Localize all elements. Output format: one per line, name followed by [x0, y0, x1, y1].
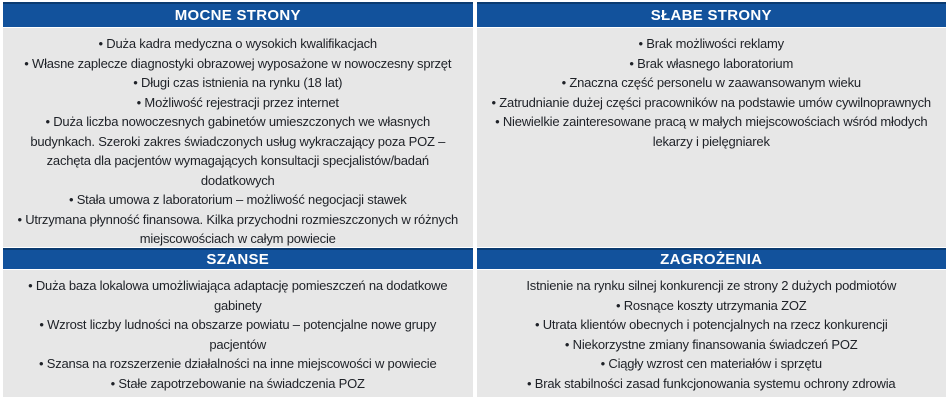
weaknesses-title: SŁABE STRONY: [650, 7, 772, 24]
strengths-item: • Duża liczba nowoczesnych gabinetów umieszczonych we własnych budynkach. Szeroki zakres świadczonych usług wykraczający poza POZ – zachęta dla pacjentów wymagających konsultacji specjalistów/badań dodatkowych: [30, 114, 446, 188]
threats-item: • Rosnące koszty utrzymania ZOZ: [615, 297, 807, 313]
threats-item: Istnienie na rynku silnej konkurencji ze strony 2 dużych podmiotów: [526, 278, 897, 293]
weaknesses-item: • Znaczna część personelu w zaawansowanym wieku: [561, 75, 861, 90]
strengths-item: • Utrzymana płynność finansowa. Kilka przychodni rozmieszczonych w różnych miejscowościach w całym powiecie: [17, 211, 459, 246]
strengths-item: • Stała umowa z laboratorium – możliwość negocjacji stawek: [68, 192, 407, 207]
threats-item: • Ciągły wzrost cen materiałów i sprzętu: [600, 356, 822, 371]
threats-header: [477, 248, 947, 269]
weaknesses-item: • Brak możliwości reklamy: [638, 36, 784, 51]
threats-title: ZAGROŻENIA: [660, 251, 763, 268]
weaknesses-item: • Zatrudnianie dużej części pracowników na podstawie umów cywilnoprawnych: [491, 94, 931, 110]
strengths-body: [3, 28, 473, 247]
opportunities-body: [3, 270, 473, 397]
threats-item: • Utrata klientów obecnych i potencjalnych na rzecz konkurencji: [534, 317, 888, 332]
weaknesses-body: [477, 28, 947, 247]
strengths-title: MOCNE STRONY: [174, 7, 301, 24]
threats-body: [477, 270, 947, 397]
weaknesses-item: • Niewielkie zainteresowane pracą w małych miejscowościach wśród młodych lekarzy i pielęgniarek: [495, 114, 928, 149]
opportunities-header: [3, 248, 473, 269]
threats-item: • Niekorzystne zmiany finansowania świadczeń POZ: [564, 336, 858, 352]
weaknesses-item: • Brak własnego laboratorium: [629, 55, 794, 71]
threats-item: • Brak stabilności zasad funkcjonowania systemu ochrony zdrowia: [527, 375, 896, 391]
strengths-header: [3, 2, 473, 27]
strengths-item: • Duża kadra medyczna o wysokich kwalifikacjach: [98, 36, 377, 51]
strengths-item: • Własne zaplecze diagnostyki obrazowej wyposażone w nowoczesny sprzęt: [24, 55, 452, 71]
opportunities-item: • Duża baza lokalowa umożliwiająca adaptację pomieszczeń na dodatkowe gabinety: [28, 278, 448, 313]
opportunities-item: • Wzrost liczby ludności na obszarze powiatu – potencjalne nowe grupy pacjentów: [39, 317, 437, 352]
opportunities-item: • Szansa na rozszerzenie działalności na inne miejscowości w powiecie: [38, 356, 437, 371]
strengths-item: • Długi czas istnienia na rynku (18 lat): [133, 75, 343, 90]
weaknesses-header: [477, 2, 947, 27]
opportunities-title: SZANSE: [206, 251, 270, 268]
strengths-item: • Możliwość rejestracji przez internet: [136, 94, 339, 110]
opportunities-item: • Stałe zapotrzebowanie na świadczenia POZ: [110, 375, 365, 391]
